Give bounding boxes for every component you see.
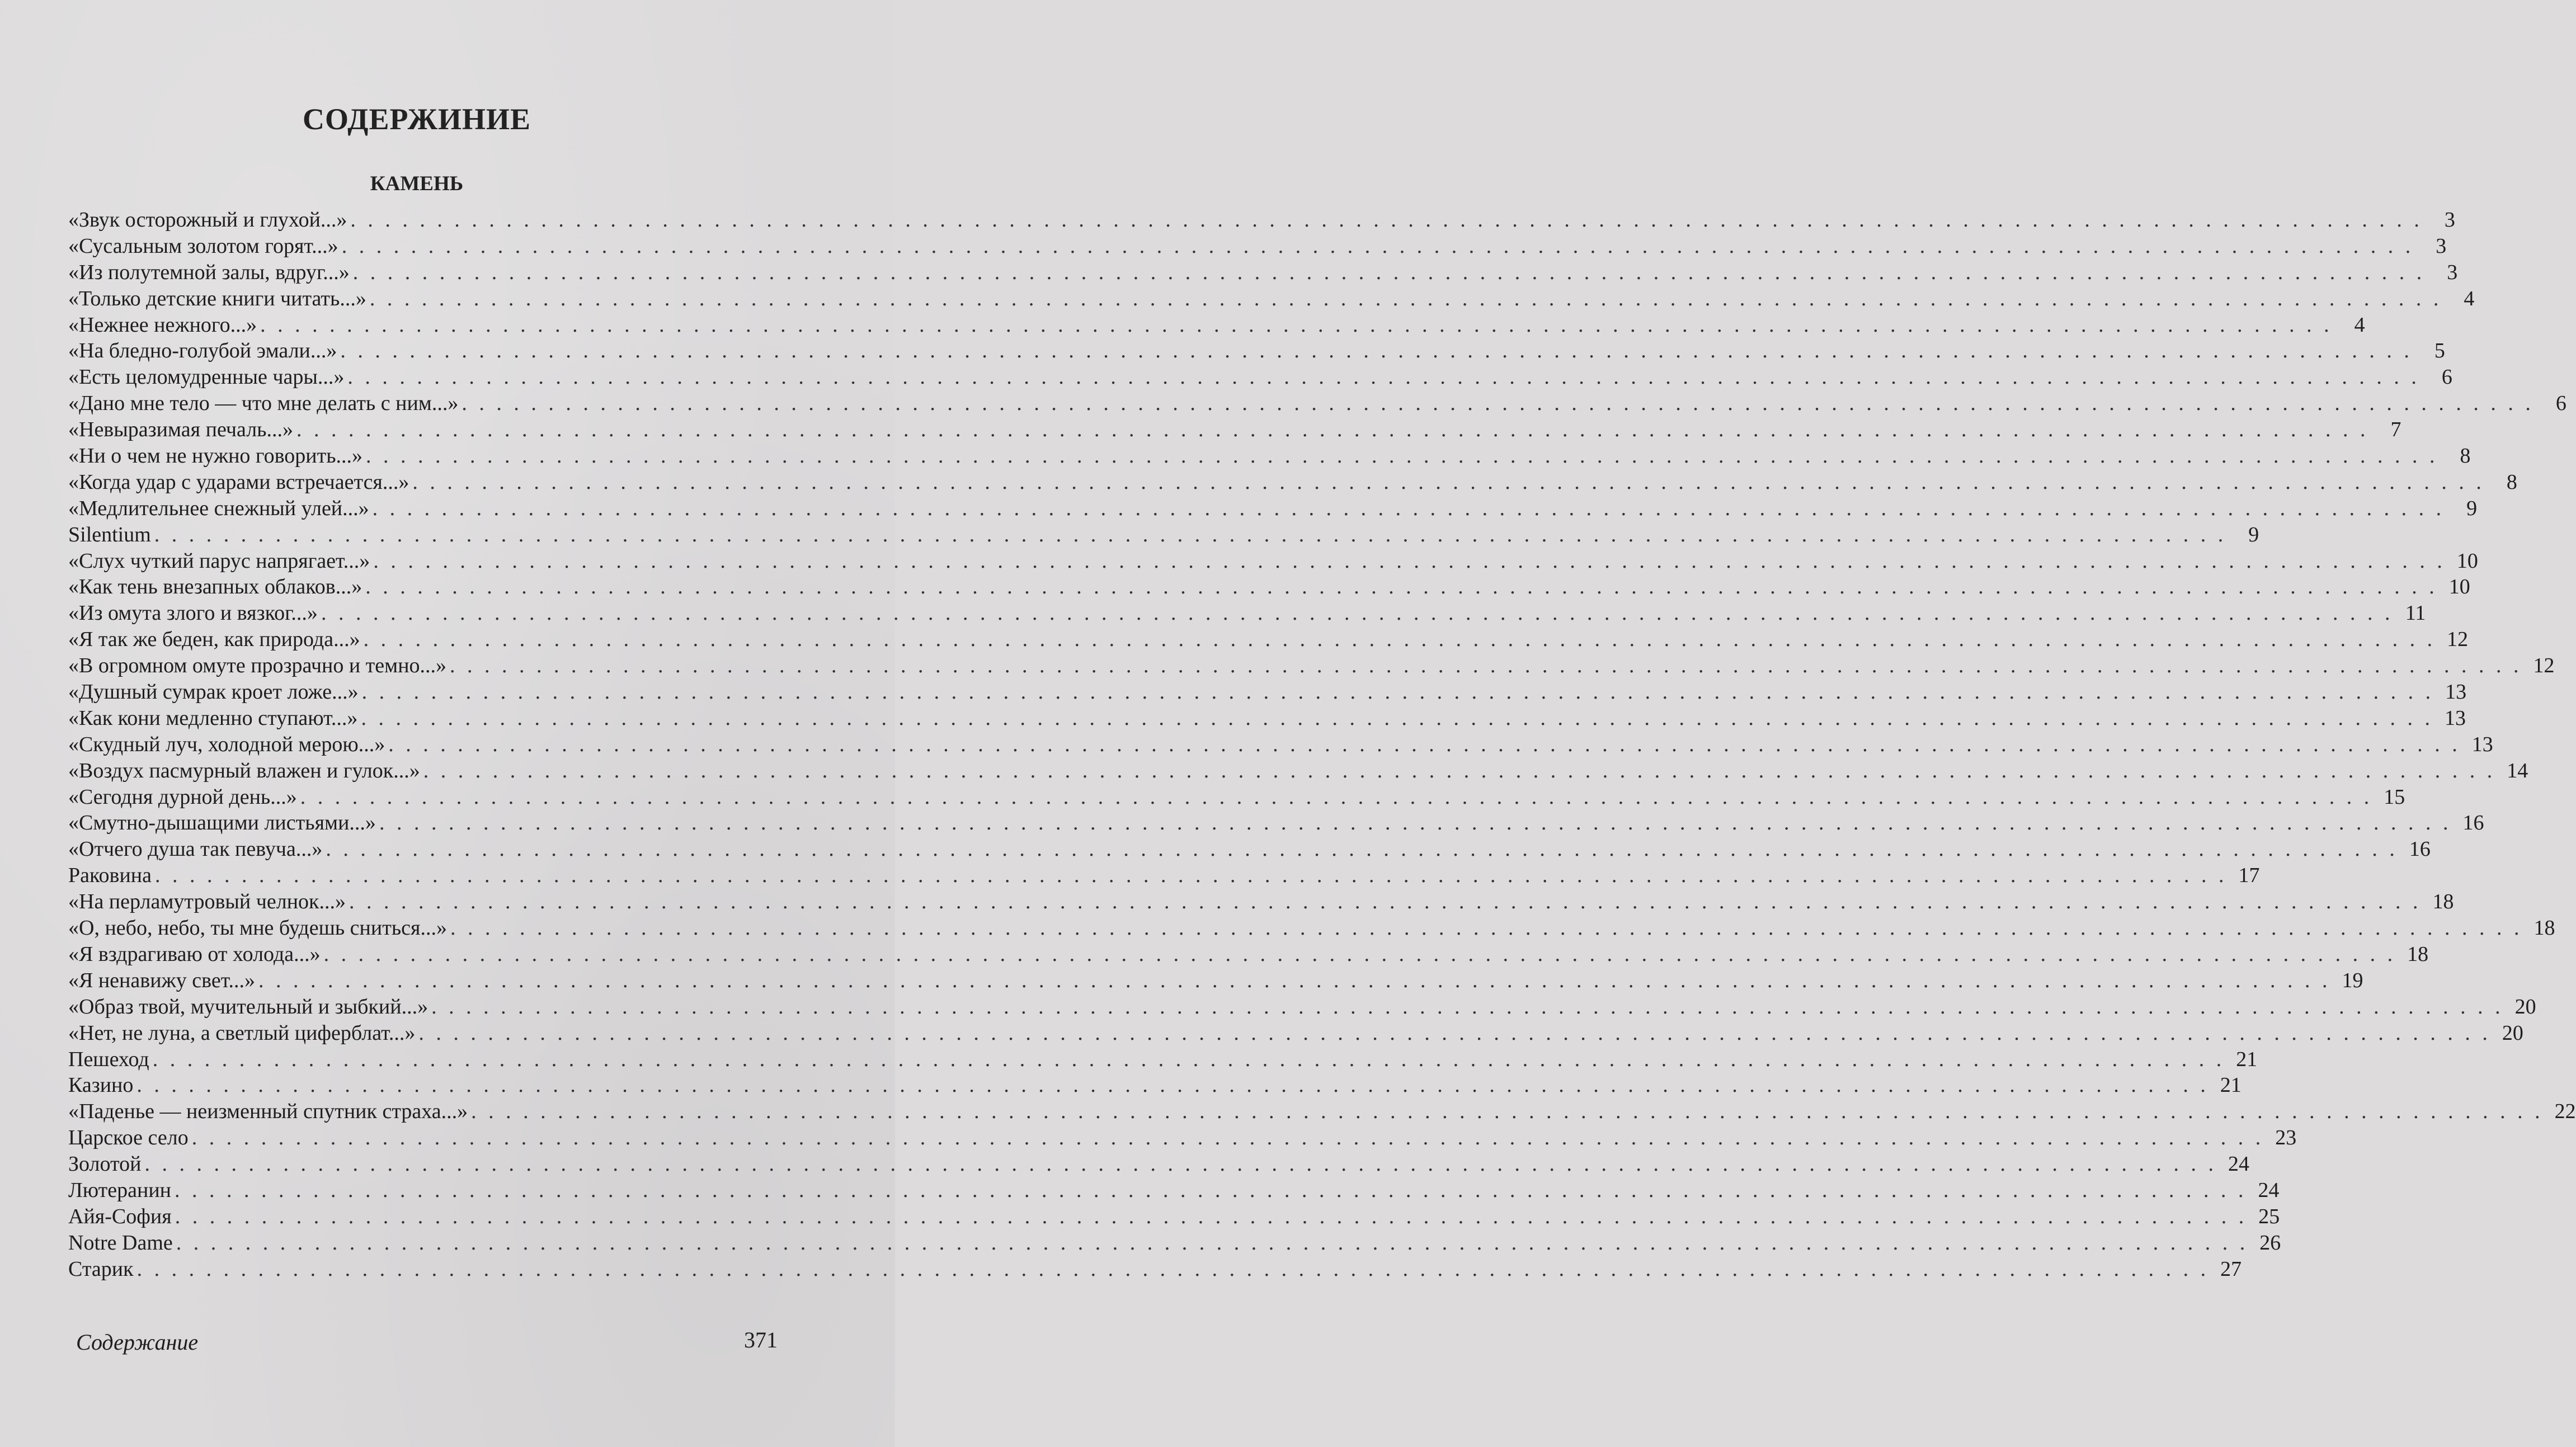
dot-leader: . . . . . . . . . . . . . . . . . . . . . . . . . . . . . . . . . . . . . . . . . . . . . . . . . . . . . . . . . . . . . . . . . . . . . . . . . . . . . . . . . . . . . . . . . . . . . . . . . . . . . . . . . . . . . . . . . . . . . . . . — [191, 1126, 2264, 1150]
toc-entry — [68, 810, 2484, 836]
toc-entry-title: «Ни о чем не нужно говорить...» — [68, 444, 363, 468]
toc-entry — [68, 522, 2259, 548]
toc-entry — [68, 784, 2405, 810]
toc-entry-title: «Из омута злого и вязког...» — [68, 601, 318, 625]
page-number: 371 — [744, 1327, 778, 1352]
toc-entry-page: 27 — [2220, 1257, 2242, 1281]
toc-entry-title: Лютеранин — [68, 1178, 172, 1202]
toc-entry — [68, 758, 2528, 784]
toc-entry-page: 21 — [2236, 1047, 2258, 1071]
dot-leader: . . . . . . . . . . . . . . . . . . . . . . . . . . . . . . . . . . . . . . . . . . . . . . . . . . . . . . . . . . . . . . . . . . . . . . . . . . . . . . . . . . . . . . . . . . . . . . . . . . . . . . . . . . . . . . . . . . . . . . . . — [300, 785, 2373, 809]
toc-entry-title: «Как тень внезапных облаков...» — [68, 575, 362, 599]
dot-leader: . . . . . . . . . . . . . . . . . . . . . . . . . . . . . . . . . . . . . . . . . . . . . . . . . . . . . . . . . . . . . . . . . . . . . . . . . . . . . . . . . . . . . . . . . . . . . . . . . . . . . . . . . . . . . . . . . . . . . . . . — [423, 758, 2496, 783]
dot-leader: . . . . . . . . . . . . . . . . . . . . . . . . . . . . . . . . . . . . . . . . . . . . . . . . . . . . . . . . . . . . . . . . . . . . . . . . . . . . . . . . . . . . . . . . . . . . . . . . . . . . . . . . . . . . . . . . . . . . . . . . — [450, 654, 2522, 678]
toc-entry — [68, 1177, 2280, 1204]
toc-entry-title: «Я вздрагиваю от холода...» — [68, 942, 321, 966]
toc-entry-page: 20 — [2514, 994, 2536, 1019]
toc-entry-title: «Скудный луч, холодной мерою...» — [68, 732, 385, 756]
dot-leader: . . . . . . . . . . . . . . . . . . . . . . . . . . . . . . . . . . . . . . . . . . . . . . . . . . . . . . . . . . . . . . . . . . . . . . . . . . . . . . . . . . . . . . . . . . . . . . . . . . . . . . . . . . . . . . . . . . . . . . . . — [144, 1152, 2217, 1176]
dot-leader: . . . . . . . . . . . . . . . . . . . . . . . . . . . . . . . . . . . . . . . . . . . . . . . . . . . . . . . . . . . . . . . . . . . . . . . . . . . . . . . . . . . . . . . . . . . . . . . . . . . . . . . . . . . . . . . . . . . . . . . . — [326, 837, 2398, 861]
toc-entry-page: 21 — [2220, 1073, 2241, 1097]
toc-entry-page: 3 — [2444, 208, 2455, 232]
dot-leader: . . . . . . . . . . . . . . . . . . . . . . . . . . . . . . . . . . . . . . . . . . . . . . . . . . . . . . . . . . . . . . . . . . . . . . . . . . . . . . . . . . . . . . . . . . . . . . . . . . . . . . . . . . . . . . . . . . . . . . . . — [418, 1021, 2491, 1045]
dot-leader: . . . . . . . . . . . . . . . . . . . . . . . . . . . . . . . . . . . . . . . . . . . . . . . . . . . . . . . . . . . . . . . . . . . . . . . . . . . . . . . . . . . . . . . . . . . . . . . . . . . . . . . . . . . . . . . . . . . . . . . . — [296, 418, 2369, 442]
toc-entry-page: 10 — [2448, 575, 2470, 599]
toc-entry-title: «Невыразимая печаль...» — [68, 418, 293, 442]
toc-entry-page: 14 — [2507, 758, 2528, 783]
dot-leader: . . . . . . . . . . . . . . . . . . . . . . . . . . . . . . . . . . . . . . . . . . . . . . . . . . . . . . . . . . . . . . . . . . . . . . . . . . . . . . . . . . . . . . . . . . . . . . . . . . . . . . . . . . . . . . . . . . . . . . . . — [361, 680, 2434, 704]
dot-leader: . . . . . . . . . . . . . . . . . . . . . . . . . . . . . . . . . . . . . . . . . . . . . . . . . . . . . . . . . . . . . . . . . . . . . . . . . . . . . . . . . . . . . . . . . . . . . . . . . . . . . . . . . . . . . . . . . . . . . . . . — [258, 968, 2331, 992]
toc-entry-title: Царское село — [68, 1126, 189, 1150]
toc-entry-title: «Душный сумрак кроет ложе...» — [68, 680, 359, 704]
toc-entry-title: Пешеход — [68, 1047, 149, 1071]
toc-entry-title: «Нежнее нежного...» — [68, 313, 257, 337]
toc-entry-title: «Только детские книги читать...» — [68, 286, 366, 310]
toc-entry-page: 13 — [2471, 732, 2493, 756]
toc-entry-page: 8 — [2460, 444, 2471, 468]
toc-entry-title: «Смутно-дышащими листьями...» — [68, 811, 376, 835]
toc-entry-page: 26 — [2259, 1231, 2281, 1255]
table-of-contents — [68, 207, 2576, 1283]
toc-entry — [68, 338, 2445, 364]
toc-entry — [68, 653, 2555, 679]
dot-leader: . . . . . . . . . . . . . . . . . . . . . . . . . . . . . . . . . . . . . . . . . . . . . . . . . . . . . . . . . . . . . . . . . . . . . . . . . . . . . . . . . . . . . . . . . . . . . . . . . . . . . . . . . . . . . . . . . . . . . . . . — [340, 339, 2413, 363]
toc-entry — [68, 574, 2470, 600]
toc-entry-title: «Паденье — неизменный спутник страха...» — [68, 1100, 468, 1124]
dot-leader: . . . . . . . . . . . . . . . . . . . . . . . . . . . . . . . . . . . . . . . . . . . . . . . . . . . . . . . . . . . . . . . . . . . . . . . . . . . . . . . . . . . . . . . . . . . . . . . . . . . . . . . . . . . . . . . . . . . . . . . . — [350, 208, 2423, 232]
toc-entry — [68, 417, 2401, 443]
toc-entry — [68, 469, 2517, 496]
toc-entry-page: 17 — [2238, 864, 2260, 888]
toc-entry — [68, 364, 2452, 390]
page-title: СОДЕРЖИНИЕ — [303, 102, 531, 136]
toc-entry-page: 9 — [2248, 522, 2259, 546]
toc-entry-title: Айя-София — [68, 1204, 172, 1228]
toc-entry-page: 5 — [2434, 339, 2445, 363]
toc-entry — [68, 836, 2431, 862]
toc-entry-page: 18 — [2407, 942, 2429, 966]
toc-entry — [68, 260, 2458, 286]
toc-entry-page: 25 — [2258, 1204, 2280, 1228]
toc-entry-title: Silentium — [68, 522, 151, 546]
toc-entry-title: «В огромном омуте прозрачно и темно...» — [68, 654, 447, 678]
toc-entry-page: 24 — [2227, 1152, 2249, 1176]
toc-entry-title: «Из полутемной залы, вдруг...» — [68, 260, 350, 284]
dot-leader: . . . . . . . . . . . . . . . . . . . . . . . . . . . . . . . . . . . . . . . . . . . . . . . . . . . . . . . . . . . . . . . . . . . . . . . . . . . . . . . . . . . . . . . . . . . . . . . . . . . . . . . . . . . . . . . . . . . . . . . . — [136, 1257, 2210, 1281]
toc-entry — [68, 1020, 2523, 1047]
toc-entry-page: 6 — [2555, 392, 2566, 416]
toc-entry-page: 4 — [2354, 313, 2365, 337]
toc-entry-title: Notre Dame — [68, 1231, 173, 1255]
toc-entry-title: «На бледно-голубой эмали...» — [68, 339, 337, 363]
dot-leader: . . . . . . . . . . . . . . . . . . . . . . . . . . . . . . . . . . . . . . . . . . . . . . . . . . . . . . . . . . . . . . . . . . . . . . . . . . . . . . . . . . . . . . . . . . . . . . . . . . . . . . . . . . . . . . . . . . . . . . . . — [352, 260, 2426, 284]
toc-entry — [68, 915, 2555, 941]
dot-leader: . . . . . . . . . . . . . . . . . . . . . . . . . . . . . . . . . . . . . . . . . . . . . . . . . . . . . . . . . . . . . . . . . . . . . . . . . . . . . . . . . . . . . . . . . . . . . . . . . . . . . . . . . . . . . . . . . . . . . . . . — [323, 942, 2396, 966]
toc-entry-title: «Воздух пасмурный влажен и гулок...» — [68, 758, 420, 783]
toc-entry-page: 16 — [2409, 837, 2431, 861]
dot-leader: . . . . . . . . . . . . . . . . . . . . . . . . . . . . . . . . . . . . . . . . . . . . . . . . . . . . . . . . . . . . . . . . . . . . . . . . . . . . . . . . . . . . . . . . . . . . . . . . . . . . . . . . . . . . . . . . . . . . . . . . — [136, 1073, 2209, 1097]
toc-entry-title: «Сусальным золотом горят...» — [68, 234, 338, 258]
dot-leader: . . . . . . . . . . . . . . . . . . . . . . . . . . . . . . . . . . . . . . . . . . . . . . . . . . . . . . . . . . . . . . . . . . . . . . . . . . . . . . . . . . . . . . . . . . . . . . . . . . . . . . . . . . . . . . . . . . . . . . . . — [450, 916, 2523, 940]
toc-entry-page: 24 — [2258, 1178, 2280, 1202]
toc-entry-page: 12 — [2447, 628, 2469, 652]
toc-entry — [68, 207, 2455, 233]
dot-leader: . . . . . . . . . . . . . . . . . . . . . . . . . . . . . . . . . . . . . . . . . . . . . . . . . . . . . . . . . . . . . . . . . . . . . . . . . . . . . . . . . . . . . . . . . . . . . . . . . . . . . . . . . . . . . . . . . . . . . . . . — [379, 811, 2452, 835]
toc-entry-page: 12 — [2533, 654, 2555, 678]
dot-leader: . . . . . . . . . . . . . . . . . . . . . . . . . . . . . . . . . . . . . . . . . . . . . . . . . . . . . . . . . . . . . . . . . . . . . . . . . . . . . . . . . . . . . . . . . . . . . . . . . . . . . . . . . . . . . . . . . . . . . . . . — [349, 890, 2422, 914]
toc-entry-title: Казино — [68, 1073, 134, 1097]
toc-entry-title: «Есть целомудренные чары...» — [68, 365, 345, 389]
dot-leader: . . . . . . . . . . . . . . . . . . . . . . . . . . . . . . . . . . . . . . . . . . . . . . . . . . . . . . . . . . . . . . . . . . . . . . . . . . . . . . . . . . . . . . . . . . . . . . . . . . . . . . . . . . . . . . . . . . . . . . . . — [372, 496, 2445, 520]
toc-entry-title: «Отчего душа так певуча...» — [68, 837, 323, 861]
dot-leader: . . . . . . . . . . . . . . . . . . . . . . . . . . . . . . . . . . . . . . . . . . . . . . . . . . . . . . . . . . . . . . . . . . . . . . . . . . . . . . . . . . . . . . . . . . . . . . . . . . . . . . . . . . . . . . . . . . . . . . . . — [152, 1047, 2225, 1071]
toc-entry — [68, 862, 2260, 889]
toc-entry-page: 19 — [2342, 968, 2363, 992]
toc-entry — [68, 390, 2566, 417]
toc-entry-page: 15 — [2384, 785, 2405, 809]
dot-leader: . . . . . . . . . . . . . . . . . . . . . . . . . . . . . . . . . . . . . . . . . . . . . . . . . . . . . . . . . . . . . . . . . . . . . . . . . . . . . . . . . . . . . . . . . . . . . . . . . . . . . . . . . . . . . . . . . . . . . . . . — [363, 628, 2436, 652]
toc-entry-title: «Медлительнее снежный улей...» — [68, 496, 369, 520]
dot-leader: . . . . . . . . . . . . . . . . . . . . . . . . . . . . . . . . . . . . . . . . . . . . . . . . . . . . . . . . . . . . . . . . . . . . . . . . . . . . . . . . . . . . . . . . . . . . . . . . . . . . . . . . . . . . . . . . . . . . . . . . — [388, 732, 2461, 756]
toc-entry-page: 13 — [2444, 706, 2466, 730]
toc-entry-title: «Нет, не луна, а светлый циферблат...» — [68, 1021, 416, 1045]
toc-entry-page: 23 — [2275, 1126, 2297, 1150]
toc-entry-title: «Слух чуткий парус напрягает...» — [68, 549, 370, 573]
toc-entry-title: «Как кони медленно ступают...» — [68, 706, 358, 730]
toc-entry-title: «О, небо, небо, ты мне будешь сниться...» — [68, 916, 448, 940]
dot-leader: . . . . . . . . . . . . . . . . . . . . . . . . . . . . . . . . . . . . . . . . . . . . . . . . . . . . . . . . . . . . . . . . . . . . . . . . . . . . . . . . . . . . . . . . . . . . . . . . . . . . . . . . . . . . . . . . . . . . . . . . — [154, 522, 2227, 546]
dot-leader: . . . . . . . . . . . . . . . . . . . . . . . . . . . . . . . . . . . . . . . . . . . . . . . . . . . . . . . . . . . . . . . . . . . . . . . . . . . . . . . . . . . . . . . . . . . . . . . . . . . . . . . . . . . . . . . . . . . . . . . . — [321, 601, 2394, 625]
toc-entry — [68, 1151, 2249, 1177]
toc-entry — [68, 889, 2454, 915]
toc-entry — [68, 968, 2363, 994]
toc-entry-title: «Дано мне тело — что мне делать с ним...» — [68, 392, 459, 416]
toc-entry-page: 20 — [2502, 1021, 2523, 1045]
dot-leader: . . . . . . . . . . . . . . . . . . . . . . . . . . . . . . . . . . . . . . . . . . . . . . . . . . . . . . . . . . . . . . . . . . . . . . . . . . . . . . . . . . . . . . . . . . . . . . . . . . . . . . . . . . . . . . . . . . . . . . . . — [155, 864, 2227, 888]
toc-entry-page: 3 — [2447, 260, 2458, 284]
toc-entry-page: 7 — [2390, 418, 2401, 442]
dot-leader: . . . . . . . . . . . . . . . . . . . . . . . . . . . . . . . . . . . . . . . . . . . . . . . . . . . . . . . . . . . . . . . . . . . . . . . . . . . . . . . . . . . . . . . . . . . . . . . . . . . . . . . . . . . . . . . . . . . . . . . . — [471, 1100, 2544, 1124]
toc-entry — [68, 1230, 2281, 1256]
toc-entry — [68, 1204, 2280, 1230]
toc-entry — [68, 312, 2365, 338]
toc-entry-page: 3 — [2436, 234, 2447, 258]
toc-entry — [68, 443, 2471, 469]
toc-entry-page: 11 — [2405, 601, 2426, 625]
toc-entry-page: 18 — [2432, 890, 2454, 914]
toc-entry-page: 22 — [2554, 1100, 2576, 1124]
toc-entry-page: 18 — [2533, 916, 2555, 940]
dot-leader: . . . . . . . . . . . . . . . . . . . . . . . . . . . . . . . . . . . . . . . . . . . . . . . . . . . . . . . . . . . . . . . . . . . . . . . . . . . . . . . . . . . . . . . . . . . . . . . . . . . . . . . . . . . . . . . . . . . . . . . . — [260, 313, 2333, 337]
toc-entry — [68, 994, 2536, 1020]
dot-leader: . . . . . . . . . . . . . . . . . . . . . . . . . . . . . . . . . . . . . . . . . . . . . . . . . . . . . . . . . . . . . . . . . . . . . . . . . . . . . . . . . . . . . . . . . . . . . . . . . . . . . . . . . . . . . . . . . . . . . . . . — [366, 444, 2438, 468]
dot-leader: . . . . . . . . . . . . . . . . . . . . . . . . . . . . . . . . . . . . . . . . . . . . . . . . . . . . . . . . . . . . . . . . . . . . . . . . . . . . . . . . . . . . . . . . . . . . . . . . . . . . . . . . . . . . . . . . . . . . . . . . — [347, 365, 2420, 389]
dot-leader: . . . . . . . . . . . . . . . . . . . . . . . . . . . . . . . . . . . . . . . . . . . . . . . . . . . . . . . . . . . . . . . . . . . . . . . . . . . . . . . . . . . . . . . . . . . . . . . . . . . . . . . . . . . . . . . . . . . . . . . . — [176, 1231, 2249, 1255]
toc-entry — [68, 548, 2478, 574]
toc-entry-title: «Когда удар с ударами встречается...» — [68, 470, 409, 494]
dot-leader: . . . . . . . . . . . . . . . . . . . . . . . . . . . . . . . . . . . . . . . . . . . . . . . . . . . . . . . . . . . . . . . . . . . . . . . . . . . . . . . . . . . . . . . . . . . . . . . . . . . . . . . . . . . . . . . . . . . . . . . . — [341, 234, 2414, 258]
toc-entry — [68, 1072, 2241, 1099]
toc-entry — [68, 1099, 2576, 1125]
toc-entry-page: 13 — [2445, 680, 2467, 704]
dot-leader: . . . . . . . . . . . . . . . . . . . . . . . . . . . . . . . . . . . . . . . . . . . . . . . . . . . . . . . . . . . . . . . . . . . . . . . . . . . . . . . . . . . . . . . . . . . . . . . . . . . . . . . . . . . . . . . . . . . . . . . . — [361, 706, 2433, 730]
toc-entry-title: «Звук осторожный и глухой...» — [68, 208, 347, 232]
section-heading: КАМЕНЬ — [370, 172, 464, 195]
running-title: Содержание — [76, 1330, 199, 1355]
toc-entry — [68, 233, 2447, 260]
toc-entry-title: «Сегодня дурной день...» — [68, 785, 297, 809]
toc-entry — [68, 600, 2426, 626]
toc-entry-page: 8 — [2506, 470, 2517, 494]
dot-leader: . . . . . . . . . . . . . . . . . . . . . . . . . . . . . . . . . . . . . . . . . . . . . . . . . . . . . . . . . . . . . . . . . . . . . . . . . . . . . . . . . . . . . . . . . . . . . . . . . . . . . . . . . . . . . . . . . . . . . . . . — [373, 549, 2446, 573]
toc-entry-page: 10 — [2456, 549, 2478, 573]
dot-leader: . . . . . . . . . . . . . . . . . . . . . . . . . . . . . . . . . . . . . . . . . . . . . . . . . . . . . . . . . . . . . . . . . . . . . . . . . . . . . . . . . . . . . . . . . . . . . . . . . . . . . . . . . . . . . . . . . . . . . . . . — [365, 575, 2438, 599]
toc-entry-page: 9 — [2466, 496, 2478, 520]
dot-leader: . . . . . . . . . . . . . . . . . . . . . . . . . . . . . . . . . . . . . . . . . . . . . . . . . . . . . . . . . . . . . . . . . . . . . . . . . . . . . . . . . . . . . . . . . . . . . . . . . . . . . . . . . . . . . . . . . . . . . . . . — [461, 392, 2534, 416]
toc-entry-page: 16 — [2462, 811, 2484, 835]
dot-leader: . . . . . . . . . . . . . . . . . . . . . . . . . . . . . . . . . . . . . . . . . . . . . . . . . . . . . . . . . . . . . . . . . . . . . . . . . . . . . . . . . . . . . . . . . . . . . . . . . . . . . . . . . . . . . . . . . . . . . . . . — [175, 1178, 2247, 1202]
dot-leader: . . . . . . . . . . . . . . . . . . . . . . . . . . . . . . . . . . . . . . . . . . . . . . . . . . . . . . . . . . . . . . . . . . . . . . . . . . . . . . . . . . . . . . . . . . . . . . . . . . . . . . . . . . . . . . . . . . . . . . . . — [369, 286, 2442, 310]
toc-entry-title: «Я ненавижу свет...» — [68, 968, 255, 992]
toc-entry-title: «На перламутровый челнок...» — [68, 890, 346, 914]
toc-entry-title: «Образ твой, мучительный и зыбкий...» — [68, 994, 428, 1019]
toc-entry-page: 6 — [2441, 365, 2452, 389]
toc-entry — [68, 1047, 2258, 1073]
toc-entry-title: Старик — [68, 1257, 134, 1281]
dot-leader: . . . . . . . . . . . . . . . . . . . . . . . . . . . . . . . . . . . . . . . . . . . . . . . . . . . . . . . . . . . . . . . . . . . . . . . . . . . . . . . . . . . . . . . . . . . . . . . . . . . . . . . . . . . . . . . . . . . . . . . . — [412, 470, 2485, 494]
toc-entry-title: Раковина — [68, 864, 152, 888]
toc-entry — [68, 941, 2429, 968]
toc-entry — [68, 286, 2475, 312]
dot-leader: . . . . . . . . . . . . . . . . . . . . . . . . . . . . . . . . . . . . . . . . . . . . . . . . . . . . . . . . . . . . . . . . . . . . . . . . . . . . . . . . . . . . . . . . . . . . . . . . . . . . . . . . . . . . . . . . . . . . . . . . — [431, 994, 2504, 1019]
toc-entry — [68, 679, 2467, 705]
dot-leader: . . . . . . . . . . . . . . . . . . . . . . . . . . . . . . . . . . . . . . . . . . . . . . . . . . . . . . . . . . . . . . . . . . . . . . . . . . . . . . . . . . . . . . . . . . . . . . . . . . . . . . . . . . . . . . . . . . . . . . . . — [175, 1204, 2248, 1228]
toc-entry — [68, 496, 2478, 522]
toc-entry-title: «Я так же беден, как природа...» — [68, 628, 360, 652]
toc-entry-title: Золотой — [68, 1152, 142, 1176]
toc-entry — [68, 1256, 2242, 1283]
toc-entry — [68, 732, 2493, 758]
toc-entry — [68, 705, 2466, 732]
toc-entry — [68, 626, 2469, 653]
toc-entry-page: 4 — [2464, 286, 2475, 310]
toc-entry — [68, 1125, 2297, 1151]
